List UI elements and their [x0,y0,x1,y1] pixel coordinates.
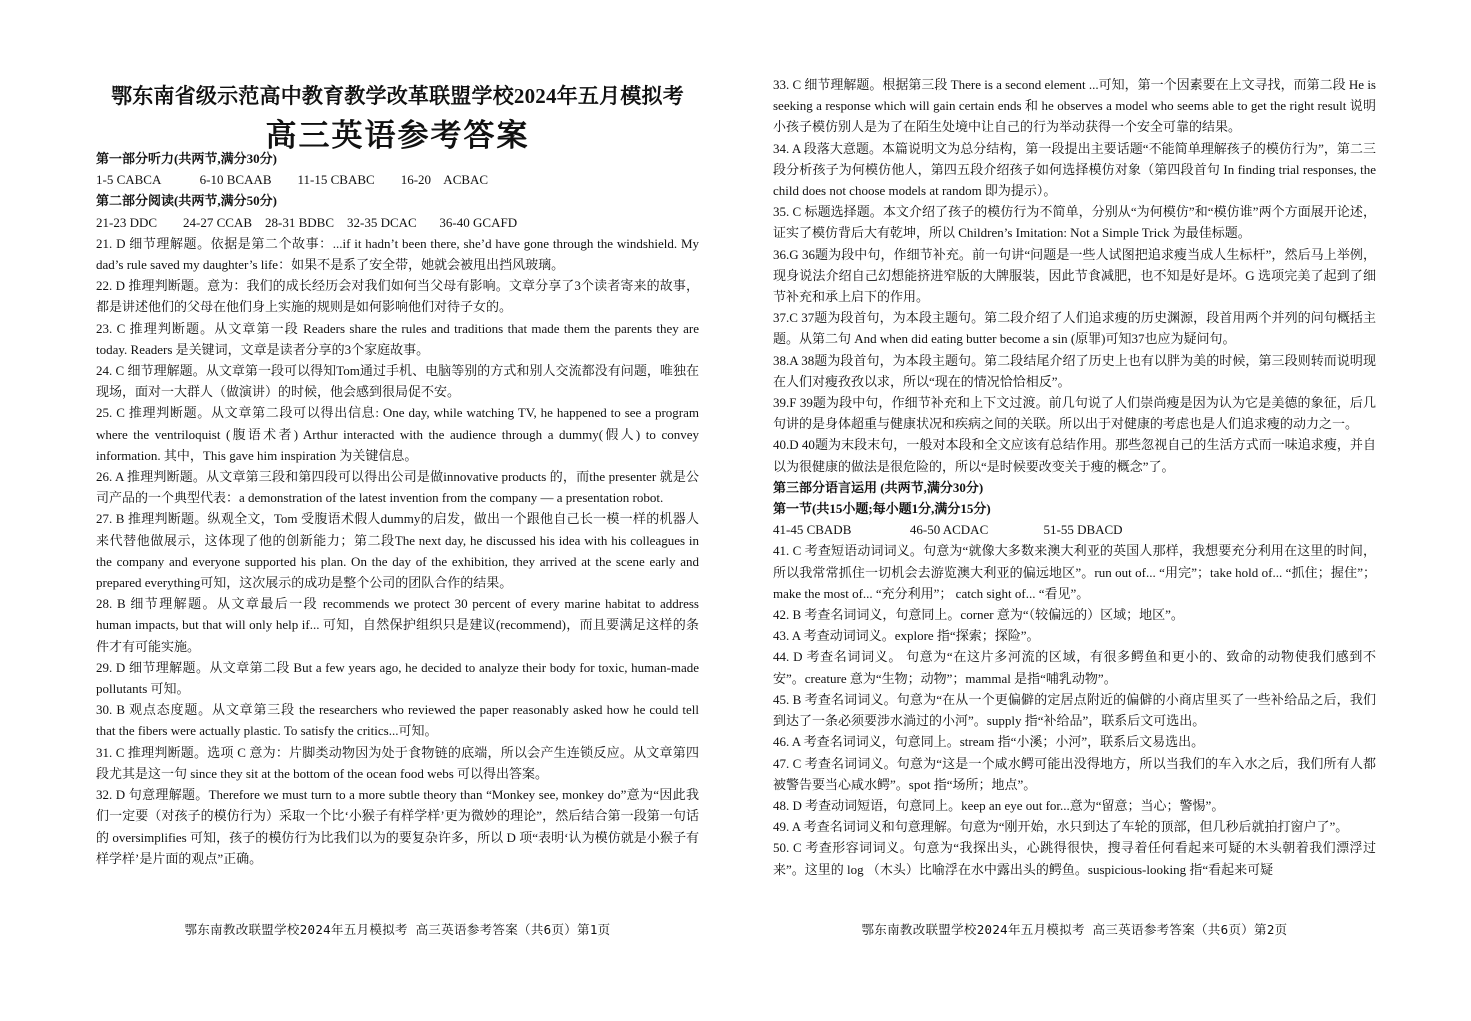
answer-explanation: 45. B 考查名词词义。句意为“在从一个更偏僻的定居点附近的偏僻的小商店里买了一些补给品之后，我们到达了一条必须要涉水淌过的小河”。supply 指“补给品”，联系后文可选出。 [773,691,1376,729]
answer-explanation: 34. A 段落大意题。本篇说明文为总分结构，第一段提出主要话题“不能简单理解孩子的模仿行为”，第二三段分析孩子为何模仿他人，第四五段介绍孩子如何选择模仿对象（第四段首句 In finding trial responses, the child does not choose models at random 即为提示）。 [773,140,1376,199]
answer-explanation: 28. B 细节理解题。从文章最后一段 recommends we protect 30 percent of every marine habitat to address human impacts, but that will only help if... 可知，自然保护组织只是建议(recommend)，而且要满足这样的条件才有可能实施。 [96,596,699,654]
answer-explanation: 33. C 细节理解题。根据第三段 There is a second element ...可知，第一个因素要在上文寻找，而第二段 He is seeking a response which will gain certain ends 和 he observes a model who seems able to get the right result 说明小孩子模仿别人是为了在陌生处境中让自己的行为举动获得一个安全可靠的结果。 [773,77,1376,135]
answer-explanation: 39.F 39题为段中句，作细节补充和上下文过渡。前几句说了人们崇尚瘦是因为认为它是美德的象征，后几句讲的是身体超重与健康状况和疾病之间的关联。所以出于对健康的考虑也是人们追求瘦的动力之一。 [773,395,1376,432]
answer-explanation: 40.D 40题为末段末句，一般对本段和全文应该有总结作用。那些忽视自己的生活方式而一味追求瘦，并自以为很健康的做法是很危险的，所以“是时候要改变关于瘦的概念”了。 [773,437,1376,474]
section-heading: 第三部分语言运用 (共两节,满分30分) [773,479,984,495]
answer-explanation: 38.A 38题为段首句，为本段主题句。第二段结尾介绍了历史上也有以胖为美的时候，第三段则转而说明现在人们对瘦孜孜以求，所以“现在的情况恰恰相反”。 [773,352,1376,389]
section-heading: 第二部分阅读(共两节,满分50分) [96,193,277,209]
answer-explanation: 29. D 细节理解题。从文章第二段 But a few years ago, he decided to analyze their body for toxic, human-made pollutants 可知。 [96,659,699,697]
page-1-footer: 鄂东南教改联盟学校2024年五月模拟考 高三英语参考答案（共6页）第1页 [184,922,611,937]
page-1-content [96,148,699,869]
answer-explanation: 25. C 推理判断题。从文章第二段可以得出信息: One day, while watching TV, he happened to see a program where the ventriloquist (腹语术者) Arthur interacted with the audience through a dummy(假人) to convey information. 其中，This gave him inspiration 为关键信息。 [96,405,699,463]
section-heading: 第一部分听力(共两节,满分30分) [96,151,277,166]
answer-explanation: 22. D 推理判断题。意为：我们的成长经历会对我们如何当父母有影响。文章分享了3个读者寄来的故事，都是讲述他们的父母在他们身上实施的规则是如何影响他们对待子女的。 [96,278,699,315]
answer-explanation: 30. B 观点态度题。从文章第三段 the researchers who reviewed the paper reasonably asked how he could tell that the fibers were actually plastic. To satisfy the critics...可知。 [96,702,699,739]
answer-explanation: 37.C 37题为段首句，为本段主题句。第二段介绍了人们追求瘦的历史渊源，段首用两个并列的问句概括主题。从第二句 And when did eating butter become a sin (原罪)可知37也应为疑问句。 [773,310,1376,347]
section-heading: 第一节(共15小题;每小题1分,满分15分) [773,501,991,517]
answer-explanation: 26. A 推理判断题。从文章第三段和第四段可以得出公司是做innovative products 的，而the presenter 就是公司产品的一个典型代表：a demonstration of the latest invention from the company — a presentation robot. [96,469,699,506]
document-subtitle: 高三英语参考答案 [265,118,530,153]
document-title: 鄂东南省级示范高中教育教学改革联盟学校2024年五月模拟考 [111,84,684,108]
page-2-footer: 鄂东南教改联盟学校2024年五月模拟考 高三英语参考答案（共6页）第2页 [861,922,1288,937]
page-2-content [773,74,1376,880]
answer-explanation: 50. C 考查形容词词义。句意为“我探出头，心跳得很快，搜寻着任何看起来可疑的木头朝着我们漂浮过来”。这里的 log （木头）比喻浮在水中露出头的鳄鱼。suspicious-looking 指“看起来可疑 [773,840,1376,877]
answer-explanation: 32. D 句意理解题。Therefore we must turn to a more subtle theory than “Monkey see, monkey do”意为“因此我们一定要（对孩子的模仿行为）采取一个比‘小猴子有样学样’更为微妙的理论”，然后结合第一段第一句话的 oversimplifies 可知，孩子的模仿行为比我们以为的要复杂许多，所以 D 项“表明‘认为模仿就是小猴子有样学样’是片面的观点”正确。 [96,787,699,866]
answer-explanation: 21. D 细节理解题。依据是第二个故事：...if it hadn’t been there, she’d have gone through the windshield. My dad’s rule saved my daughter’s life：如果不是系了安全带，她就会被甩出挡风玻璃。 [96,235,699,273]
answer-explanation: 47. C 考查名词词义。句意为“这是一个咸水鳄可能出没得地方，所以当我们的车入水之后，我们所有人都被警告要当心咸水鳄”。spot 指“场所；地点”。 [773,755,1376,792]
answer-explanation: 46. A 考查名词词义，句意同上。stream 指“小溪；小河”，联系后文易选出。 [773,734,1205,750]
answer-explanation: 49. A 考查名词词义和句意理解。句意为“刚开始，水只到达了车轮的顶部，但几秒后就拍打窗户了”。 [773,819,1349,835]
answer-key-line: 21-23 DDC 24-27 CCAB 28-31 BDBC 32-35 DCAC 36-40 GCAFD [96,214,518,230]
answer-explanation: 31. C 推理判断题。选项 C 意为：片脚类动物因为处于食物链的底端，所以会产生连锁反应。从文章第四段尤其是这一句 since they sit at the bottom of the ocean food webs 可以得出答案。 [96,744,699,781]
answer-explanation: 42. B 考查名词词义，句意同上。corner 意为“（较偏远的）区域；地区”。 [773,607,1184,623]
answer-explanation: 43. A 考查动词词义。explore 指“探索；探险”。 [773,628,1040,644]
answer-key-line: 41-45 CBADB 46-50 ACDAC 51-55 DBACD [773,522,1123,538]
answer-explanation: 24. C 细节理解题。从文章第一段可以得知Tom通过手机、电脑等别的方式和别人交流都没有问题，唯独在现场，面对一大群人（做演讲）的时候，他会感到很局促不安。 [96,363,699,400]
answer-key-line: 1-5 CABCA 6-10 BCAAB 11-15 CBABC 16-20 ACBAC [96,172,489,188]
answer-explanation: 35. C 标题选择题。本文介绍了孩子的模仿行为不简单，分别从“为何模仿”和“模仿谁”两个方面展开论述，证实了模仿背后大有乾坤，所以 Children’s Imitation: Not a Simple Trick 为最佳标题。 [773,204,1376,241]
answer-explanation: 41. C 考查短语动词词义。句意为“就像大多数来澳大利亚的英国人那样，我想要充分利用在这里的时间，所以我常常抓住一切机会去游览澳大利亚的偏远地区”。run out of... “用完”；take hold of... “抓住；握住”； make the most of... “充分利用”； catch sight of... “看见”。 [773,543,1376,601]
answer-explanation: 23. C 推理判断题。从文章第一段 Readers share the rules and traditions that made them the parents they are today. Readers 是关键词，文章是读者分享的3个家庭故事。 [96,320,699,357]
answer-explanation: 48. D 考查动词短语，句意同上。keep an eye out for...意为“留意；当心；警惕”。 [773,797,1225,813]
answer-explanation: 36.G 36题为段中句，作细节补充。前一句讲“问题是一些人试图把追求瘦当成人生标杆”，然后马上举例，现身说法介绍自己幻想能挤进窄版的大牌服装，因此节食减肥，也不知是好是坏。G 选项完美了起到了细节补充和承上启下的作用。 [773,246,1376,305]
answer-explanation: 27. B 推理判断题。纵观全文，Tom 受腹语术假人dummy的启发，做出一个跟他自己长一模一样的机器人来代替他做展示，这体现了他的创新能力；第二段The next day, he discussed his idea with his colleagues in the company and everyone supported his plan. On the day of the exhibition, they arrived at the scene early and prepared everything可知，这次展示的成功是整个公司的团队合作的结果。 [96,511,699,591]
answer-explanation: 44. D 考查名词词义。 句意为“在这片多河流的区域，有很多鳄鱼和更小的、致命的动物使我们感到不安”。creature 意为“生物；动物”；mammal 是指“哺乳动物”。 [773,649,1376,686]
